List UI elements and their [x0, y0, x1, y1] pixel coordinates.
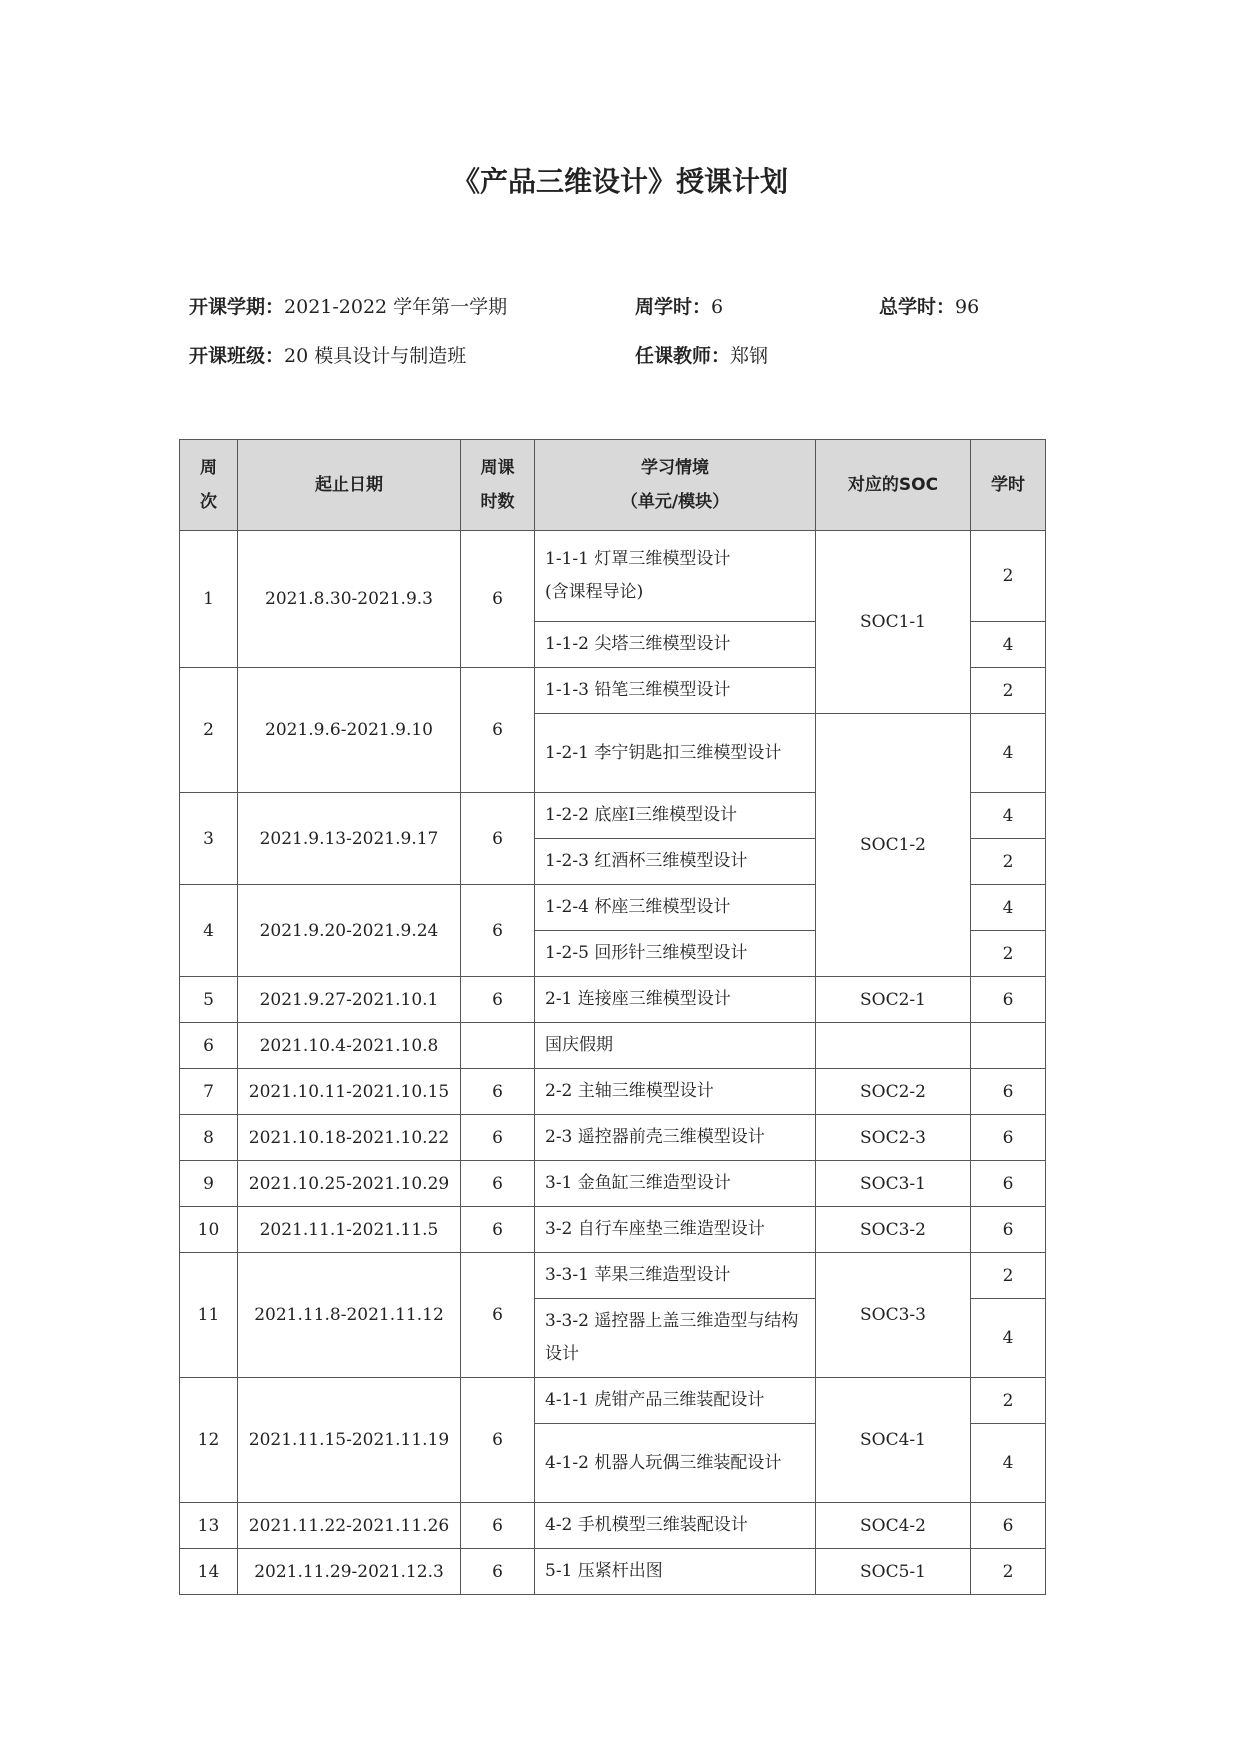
credit-cell: 6 — [971, 1207, 1046, 1253]
table-row — [180, 1207, 1046, 1253]
table-header-row — [180, 440, 1046, 531]
week-dates: 2021.9.20-2021.9.24 — [238, 885, 461, 977]
table-row — [180, 1023, 1046, 1069]
topic-cell: 2-2 主轴三维模型设计 — [535, 1069, 816, 1115]
soc-cell: SOC2-2 — [816, 1069, 971, 1115]
topic-cell: 4-1-2 机器人玩偶三维装配设计 — [535, 1424, 816, 1503]
week-hours: 6 — [461, 1378, 535, 1503]
credit-cell: 2 — [971, 931, 1046, 977]
week-hours: 6 — [461, 1549, 535, 1595]
soc-cell: SOC1-2 — [816, 714, 971, 977]
week-hours: 6 — [461, 1503, 535, 1549]
topic-cell: 1-2-3 红酒杯三维模型设计 — [535, 839, 816, 885]
table-row — [180, 1503, 1046, 1549]
week-dates: 2021.11.15-2021.11.19 — [238, 1378, 461, 1503]
table-row — [180, 1253, 1046, 1299]
table-row — [180, 977, 1046, 1023]
week-dates: 2021.11.22-2021.11.26 — [238, 1503, 461, 1549]
topic-cell: 4-2 手机模型三维装配设计 — [535, 1503, 816, 1549]
credit-cell: 4 — [971, 793, 1046, 839]
topic-cell: 1-2-1 李宁钥匙扣三维模型设计 — [535, 714, 816, 793]
soc-cell: SOC3-3 — [816, 1253, 971, 1378]
credit-cell: 2 — [971, 839, 1046, 885]
semester-info — [189, 292, 507, 319]
class-info — [189, 341, 466, 368]
week-dates: 2021.11.8-2021.11.12 — [238, 1253, 461, 1378]
table-row — [180, 1378, 1046, 1424]
credit-cell: 4 — [971, 1299, 1046, 1378]
credit-cell: 6 — [971, 977, 1046, 1023]
table-row — [180, 531, 1046, 622]
week-no: 5 — [180, 977, 238, 1023]
soc-cell: SOC2-1 — [816, 977, 971, 1023]
week-no: 2 — [180, 668, 238, 793]
topic-cell: 1-2-2 底座I三维模型设计 — [535, 793, 816, 839]
week-no: 4 — [180, 885, 238, 977]
topic-cell: 1-1-2 尖塔三维模型设计 — [535, 622, 816, 668]
week-hours: 6 — [461, 531, 535, 668]
week-dates: 2021.11.29-2021.12.3 — [238, 1549, 461, 1595]
schedule-table — [179, 439, 1046, 1595]
week-no: 6 — [180, 1023, 238, 1069]
week-no: 10 — [180, 1207, 238, 1253]
credit-cell: 2 — [971, 668, 1046, 714]
week-no: 12 — [180, 1378, 238, 1503]
week-no: 9 — [180, 1161, 238, 1207]
table-row — [180, 1115, 1046, 1161]
header-credit: 学时 — [971, 440, 1046, 531]
week-hours: 6 — [461, 1069, 535, 1115]
weekly-hours-info — [635, 292, 723, 319]
topic-cell: 3-2 自行车座垫三维造型设计 — [535, 1207, 816, 1253]
table-row — [180, 1549, 1046, 1595]
topic-cell: 1-1-1 灯罩三维模型设计 (含课程导论) — [535, 531, 816, 622]
week-no: 13 — [180, 1503, 238, 1549]
topic-cell: 1-2-4 杯座三维模型设计 — [535, 885, 816, 931]
week-dates: 2021.10.18-2021.10.22 — [238, 1115, 461, 1161]
week-no: 14 — [180, 1549, 238, 1595]
topic-cell: 4-1-1 虎钳产品三维装配设计 — [535, 1378, 816, 1424]
teacher-label: 任课教师： — [635, 345, 731, 367]
topic-cell: 3-1 金鱼缸三维造型设计 — [535, 1161, 816, 1207]
week-hours: 6 — [461, 1115, 535, 1161]
week-no: 1 — [180, 531, 238, 668]
credit-cell: 2 — [971, 1253, 1046, 1299]
week-dates: 2021.9.13-2021.9.17 — [238, 793, 461, 885]
week-no: 3 — [180, 793, 238, 885]
credit-cell: 2 — [971, 1549, 1046, 1595]
credit-cell — [971, 1023, 1046, 1069]
credit-cell: 6 — [971, 1115, 1046, 1161]
credit-cell: 4 — [971, 1424, 1046, 1503]
week-dates: 2021.11.1-2021.11.5 — [238, 1207, 461, 1253]
soc-cell: SOC2-3 — [816, 1115, 971, 1161]
credit-cell: 6 — [971, 1069, 1046, 1115]
topic-cell: 5-1 压紧杆出图 — [535, 1549, 816, 1595]
weekly-hours-label: 周学时： — [635, 296, 712, 318]
week-dates: 2021.10.11-2021.10.15 — [238, 1069, 461, 1115]
topic-cell: 1-2-5 回形针三维模型设计 — [535, 931, 816, 977]
credit-cell: 4 — [971, 714, 1046, 793]
class-value: 20 模具设计与制造班 — [284, 345, 467, 367]
weekly-hours-value: 6 — [711, 296, 724, 318]
table-row — [180, 1161, 1046, 1207]
soc-cell: SOC3-2 — [816, 1207, 971, 1253]
header-dates: 起止日期 — [238, 440, 461, 531]
week-no: 7 — [180, 1069, 238, 1115]
week-no: 8 — [180, 1115, 238, 1161]
credit-cell: 2 — [971, 1378, 1046, 1424]
week-dates: 2021.10.4-2021.10.8 — [238, 1023, 461, 1069]
week-dates: 2021.9.27-2021.10.1 — [238, 977, 461, 1023]
topic-cell: 3-3-1 苹果三维造型设计 — [535, 1253, 816, 1299]
soc-cell: SOC4-2 — [816, 1503, 971, 1549]
week-hours: 6 — [461, 793, 535, 885]
soc-cell: SOC3-1 — [816, 1161, 971, 1207]
credit-cell: 6 — [971, 1503, 1046, 1549]
header-week: 周 次 — [180, 440, 238, 531]
topic-cell: 1-1-3 铅笔三维模型设计 — [535, 668, 816, 714]
table-row — [180, 1069, 1046, 1115]
week-hours: 6 — [461, 885, 535, 977]
semester-value: 2021-2022 学年第一学期 — [284, 296, 508, 318]
week-dates: 2021.10.25-2021.10.29 — [238, 1161, 461, 1207]
topic-cell: 国庆假期 — [535, 1023, 816, 1069]
credit-cell: 2 — [971, 531, 1046, 622]
week-hours: 6 — [461, 1253, 535, 1378]
soc-cell: SOC1-1 — [816, 531, 971, 714]
header-soc: 对应的SOC — [816, 440, 971, 531]
total-hours-label: 总学时： — [879, 296, 956, 318]
page-title: 《产品三维设计》授课计划 — [451, 165, 788, 198]
header-hours: 周课 时数 — [461, 440, 535, 531]
class-label: 开课班级： — [189, 345, 285, 367]
week-hours: 6 — [461, 1207, 535, 1253]
teacher-info — [635, 341, 768, 368]
header-situation: 学习情境 （单元/模块） — [535, 440, 816, 531]
credit-cell: 4 — [971, 622, 1046, 668]
week-hours — [461, 1023, 535, 1069]
total-hours-info — [879, 292, 979, 319]
soc-cell — [816, 1023, 971, 1069]
semester-label: 开课学期： — [189, 296, 285, 318]
topic-cell: 3-3-2 遥控器上盖三维造型与结构设计 — [535, 1299, 816, 1378]
week-dates: 2021.8.30-2021.9.3 — [238, 531, 461, 668]
topic-cell: 2-1 连接座三维模型设计 — [535, 977, 816, 1023]
soc-cell: SOC5-1 — [816, 1549, 971, 1595]
week-hours: 6 — [461, 1161, 535, 1207]
week-hours: 6 — [461, 668, 535, 793]
week-hours: 6 — [461, 977, 535, 1023]
teacher-value: 郑钢 — [730, 345, 769, 367]
credit-cell: 6 — [971, 1161, 1046, 1207]
soc-cell: SOC4-1 — [816, 1378, 971, 1503]
week-dates: 2021.9.6-2021.9.10 — [238, 668, 461, 793]
total-hours-value: 96 — [955, 296, 980, 318]
credit-cell: 4 — [971, 885, 1046, 931]
topic-cell: 2-3 遥控器前壳三维模型设计 — [535, 1115, 816, 1161]
week-no: 11 — [180, 1253, 238, 1378]
